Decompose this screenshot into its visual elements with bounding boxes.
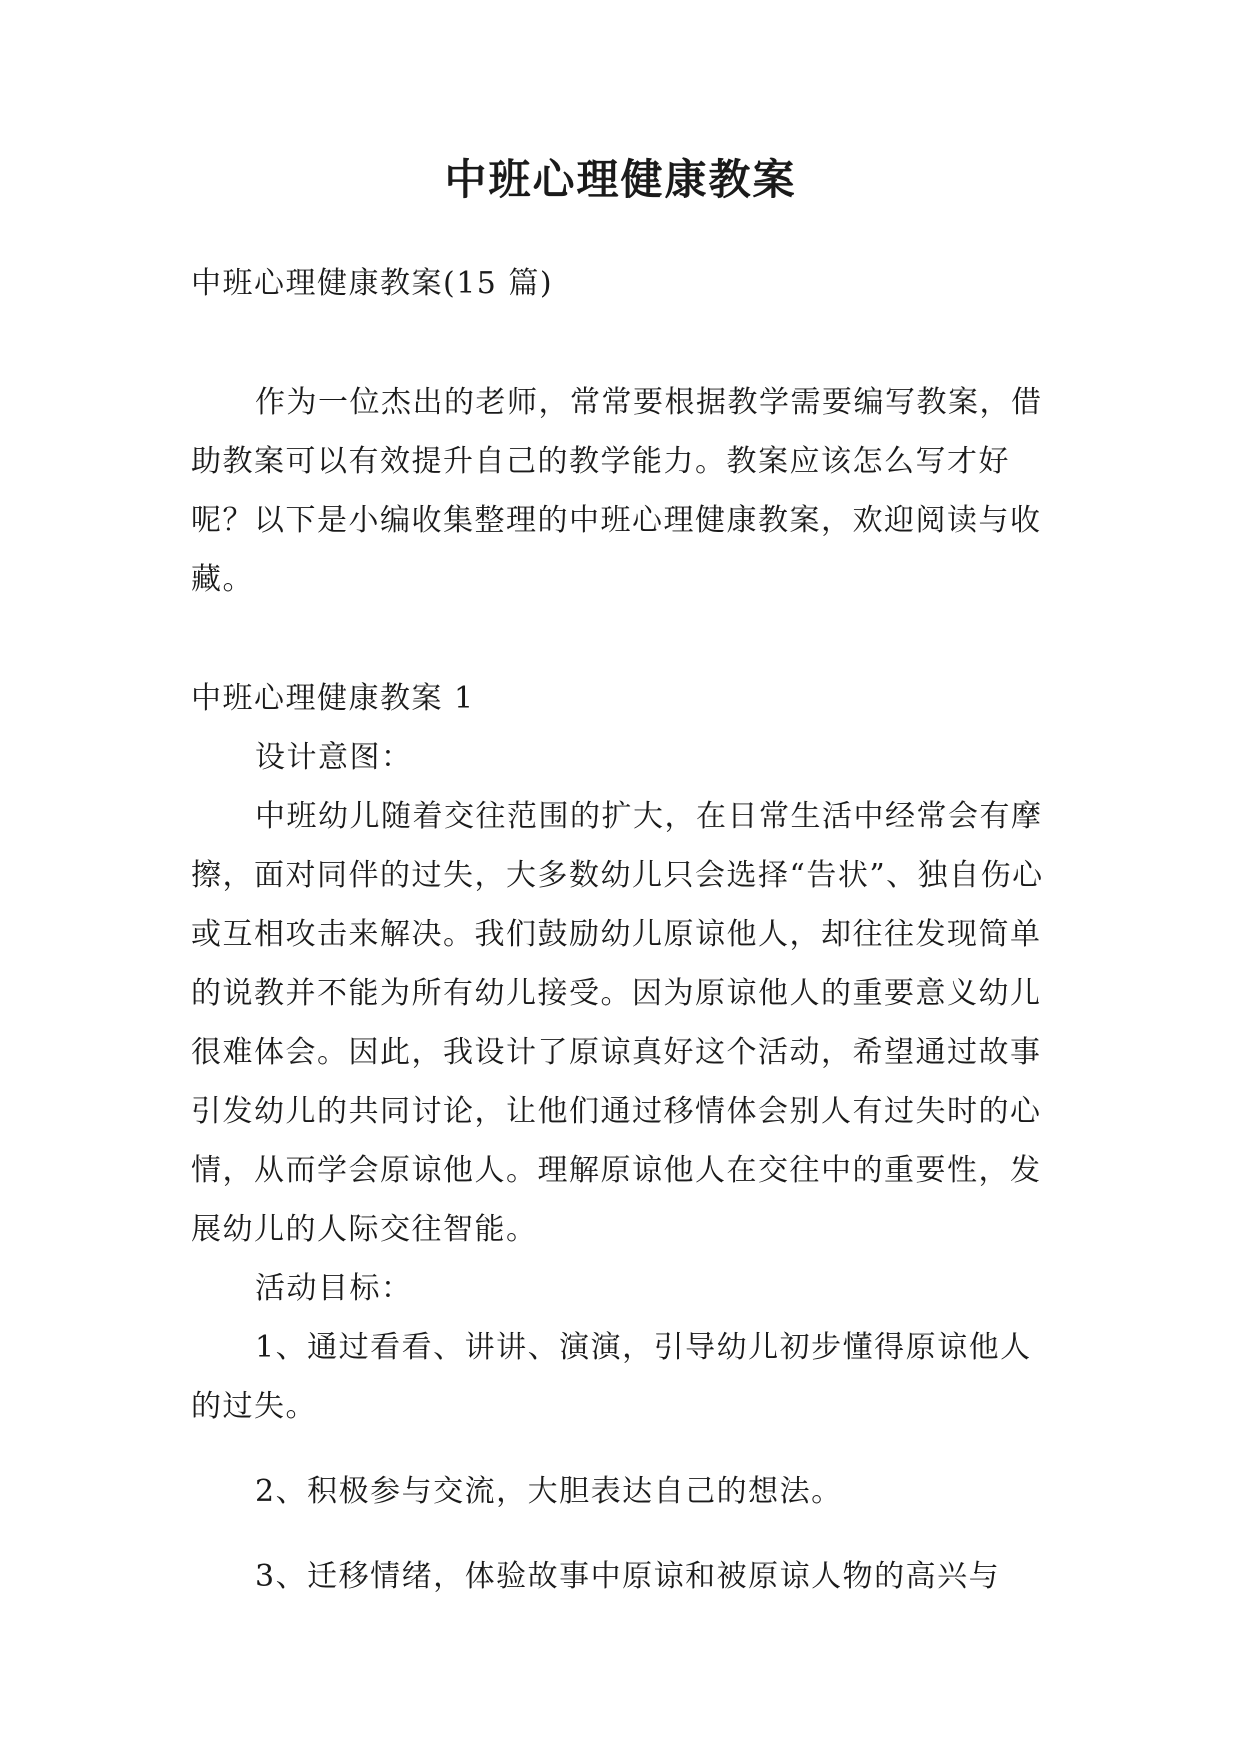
document-title: 中班心理健康教案 — [444, 155, 797, 204]
section-heading: 中班心理健康教案 1 — [191, 681, 475, 716]
goal-item-2: 2、积极参与交流，大胆表达自己的想法。 — [255, 1474, 843, 1509]
design-intent-paragraph: 中班幼儿随着交往范围的扩大，在日常生活中经常会有摩擦，面对同伴的过失，大多数幼儿只会选择“告状”、独自伤心或互相攻击来解决。我们鼓励幼儿原谅他人，却往往发现简单的说教并不能为所有幼儿接受。因为原谅他人的重要意义幼儿很难体会。因此，我设计了原谅真好这个活动，希望通过故事引发幼儿的共同讨论，让他们通过移情体会别人有过失时的心情，从而学会原谅他人。理解原谅他人在交往中的重要性，发展幼儿的人际交往智能。 — [191, 799, 1044, 1247]
goal-item-3: 3、迁移情绪，体验故事中原谅和被原谅人物的高兴与 — [255, 1559, 1001, 1594]
design-intent-label: 设计意图： — [255, 740, 413, 775]
intro-paragraph: 作为一位杰出的老师，常常要根据教学需要编写教案，借助教案可以有效提升自己的教学能力。教案应该怎么写才好呢？以下是小编收集整理的中班心理健康教案，欢迎阅读与收藏。 — [191, 385, 1043, 597]
goal-item-1: 1、通过看看、讲讲、演演，引导幼儿初步懂得原谅他人的过失。 — [191, 1330, 1032, 1424]
activity-goals-label: 活动目标： — [255, 1271, 413, 1306]
document-body — [191, 254, 1061, 1606]
document-subtitle: 中班心理健康教案(15 篇) — [191, 266, 554, 301]
